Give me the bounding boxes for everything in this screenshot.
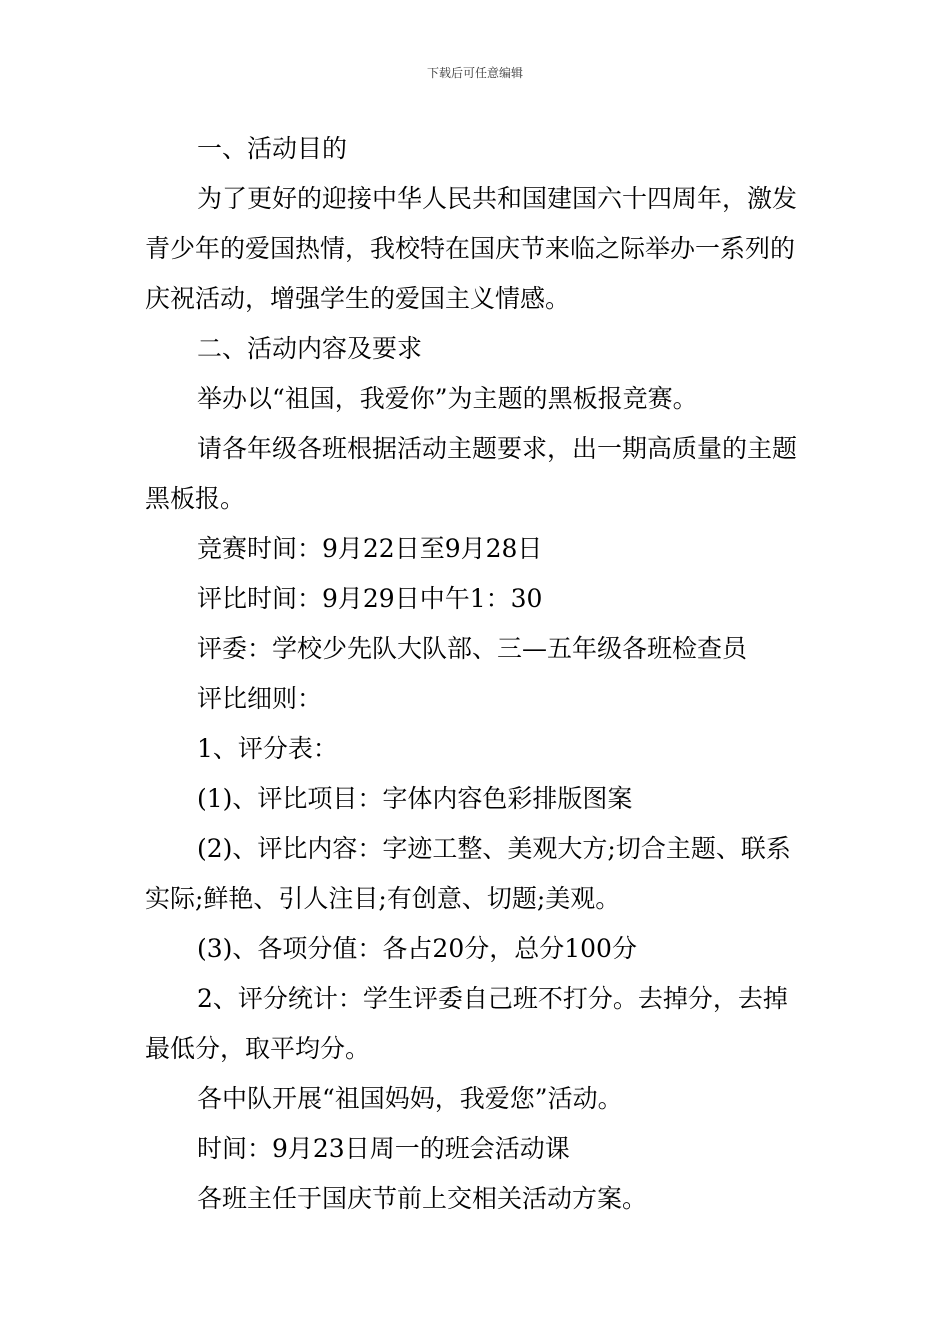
page-header-note: 下载后可任意编辑 — [426, 66, 523, 80]
paragraph-judges: 评委：学校少先队大队部、三—五年级各班检查员 — [197, 634, 748, 663]
section-heading-purpose: 一、活动目的 — [197, 134, 348, 163]
paragraph-score-stats: 2、评分统计：学生评委自己班不打分。去掉分，去掉最低分，取平均分。 — [145, 984, 788, 1063]
paragraph-score-values: (3)、各项分值：各占20分，总分100分 — [197, 934, 637, 963]
paragraph-contest: 举办以“祖国，我爱你”为主题的黑板报竞赛。 — [197, 384, 698, 413]
document-body — [145, 124, 807, 1224]
paragraph-items: (1)、评比项目：字体内容色彩排版图案 — [197, 784, 633, 813]
paragraph-contest-time: 竞赛时间：9月22日至9月28日 — [197, 534, 543, 563]
paragraph-submission: 各班主任于国庆节前上交相关活动方案。 — [197, 1184, 648, 1213]
section-heading-content: 二、活动内容及要求 — [197, 334, 423, 363]
paragraph-activity-time: 时间：9月23日周一的班会活动课 — [197, 1134, 570, 1163]
paragraph-rules-heading: 评比细则： — [197, 684, 323, 713]
paragraph-criteria: (2)、评比内容：字迹工整、美观大方;切合主题、联系实际;鲜艳、引人注目;有创意、切题;美观。 — [145, 834, 791, 913]
paragraph-score-table: 1、评分表： — [197, 734, 338, 763]
paragraph-purpose: 为了更好的迎接中华人民共和国建国六十四周年，激发青少年的爱国热情，我校特在国庆节来临之际举办一系列的庆祝活动，增强学生的爱国主义情感。 — [145, 184, 798, 313]
paragraph-activity: 各中队开展“祖国妈妈，我爱您”活动。 — [197, 1084, 623, 1113]
paragraph-judging-time: 评比时间：9月29日中午1：30 — [197, 584, 543, 613]
paragraph-request: 请各年级各班根据活动主题要求，出一期高质量的主题黑板报。 — [145, 434, 798, 513]
